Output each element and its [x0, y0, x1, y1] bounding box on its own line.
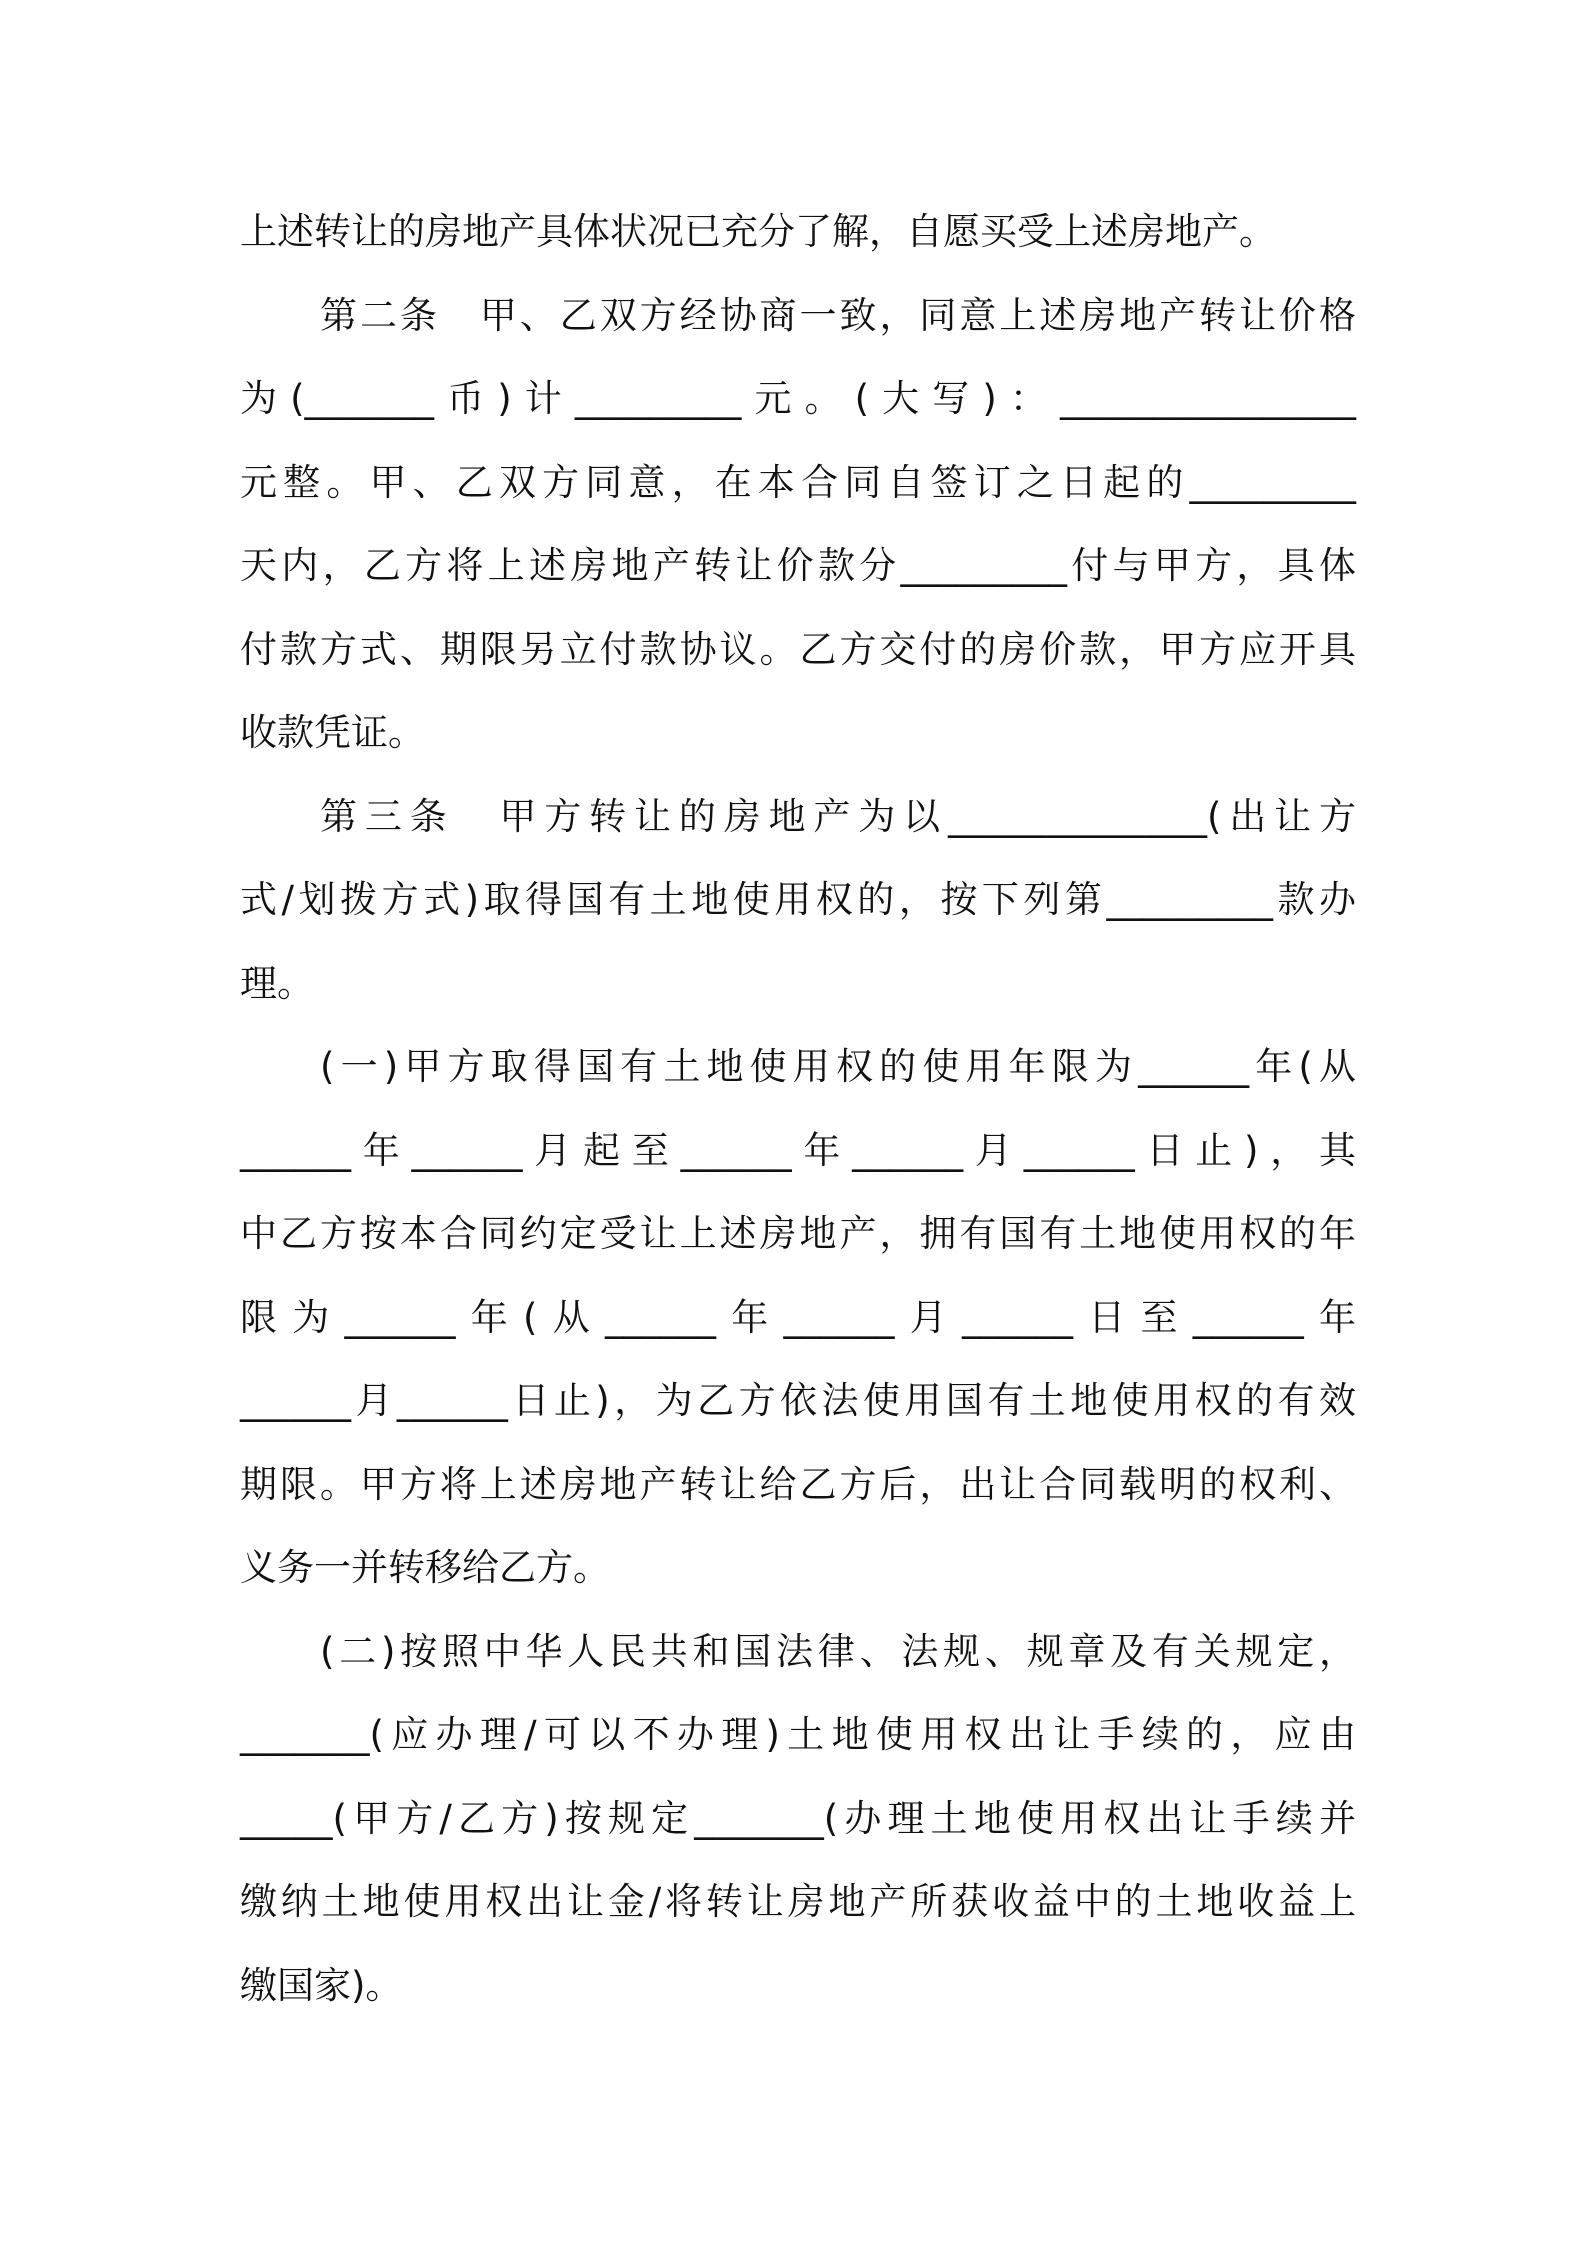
- text-line: ______月______日止)，为乙方依法使用国有土地使用权的有效: [240, 1379, 1356, 1422]
- text-line: 缴纳土地使用权出让金/将转让房地产所获收益中的土地收益上: [240, 1880, 1356, 1923]
- text-line: 理。: [240, 961, 314, 1005]
- text-line: 为(_______币)计_________元。(大写)：________________: [240, 377, 1356, 420]
- text-line: _____(甲方/乙方)按规定_______(办理土地使用权出让手续并: [240, 1796, 1356, 1840]
- text-line: ______年______月起至______年______月______日止)，其: [240, 1128, 1356, 1172]
- text-line: 式/划拨方式)取得国有土地使用权的，按下列第_________款办: [240, 878, 1356, 921]
- clause-2-heading-line: (二)按照中华人民共和国法律、法规、规章及有关规定，: [320, 1629, 1356, 1673]
- text-line: 收款凭证。: [240, 711, 425, 754]
- contract-page: [240, 190, 1356, 2027]
- text-line: 天内，乙方将上述房地产转让价款分_________付与甲方，具体: [240, 544, 1356, 587]
- article-2-heading-line: 第二条 甲、乙双方经协商一致，同意上述房地产转让价格: [320, 293, 1356, 337]
- text-line: 中乙方按本合同约定受让上述房地产，拥有国有土地使用权的年: [240, 1212, 1356, 1255]
- text-line: 元整。甲、乙双方同意，在本合同自签订之日起的_________: [240, 460, 1356, 504]
- text-line: 上述转让的房地产具体状况已充分了解，自愿买受上述房地产。: [240, 210, 1276, 253]
- text-line: 付款方式、期限另立付款协议。乙方交付的房价款，甲方应开具: [240, 627, 1356, 671]
- text-line: 义务一并转移给乙方。: [240, 1546, 610, 1589]
- text-line: 缴国家)。: [240, 1963, 403, 2007]
- text-line: 限为______年(从______年______月______日至______年: [240, 1295, 1356, 1339]
- text-line: _______(应办理/可以不办理)土地使用权出让手续的，应由: [240, 1713, 1356, 1756]
- text-line: 期限。甲方将上述房地产转让给乙方后，出让合同载明的权利、: [240, 1462, 1356, 1506]
- clause-1-heading-line: (一)甲方取得国有土地使用权的使用年限为______年(从: [320, 1045, 1356, 1088]
- article-3-heading-line: 第三条 甲方转让的房地产为以______________(出让方: [320, 794, 1356, 838]
